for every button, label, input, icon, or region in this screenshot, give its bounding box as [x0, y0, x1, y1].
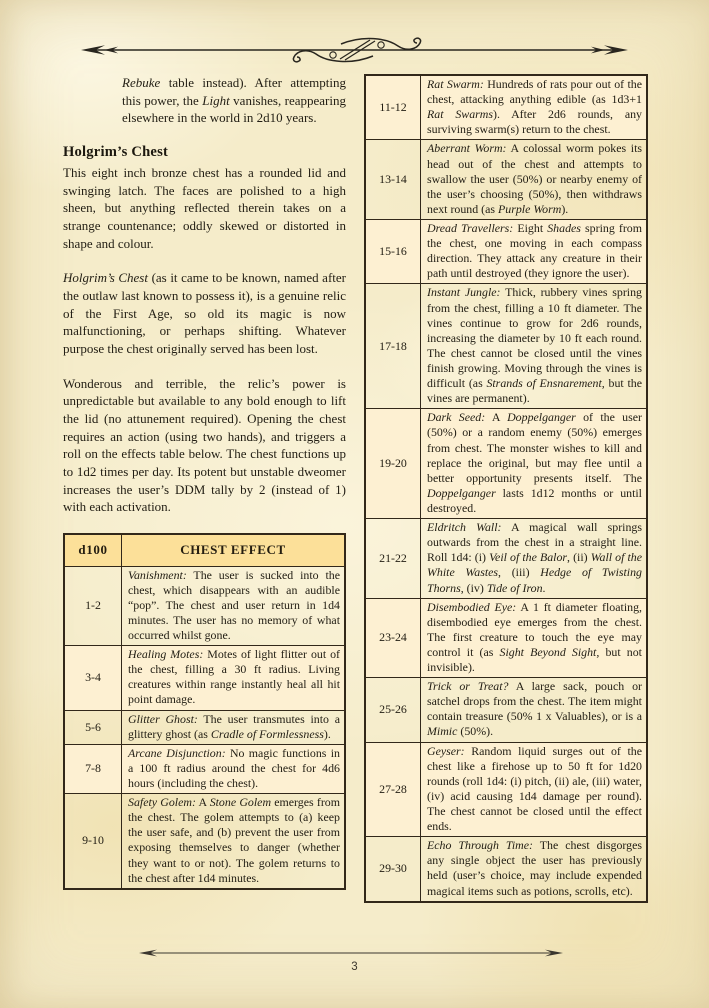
table-row: [64, 794, 345, 889]
effect-cell: Rat Swarm: Hundreds of rats pour out of the chest, attacking anything edible (as 1d3+1 Rat Swarms). After 2d6 rounds, any surviving swarm(s) return to the chest.: [421, 75, 648, 140]
dice-range-cell: 25-26: [365, 678, 421, 742]
dice-range-cell: 17-18: [365, 284, 421, 409]
effect-cell: Trick or Treat? A large sack, pouch or satchel drops from the chest. The item might contain treasure (50% 1 x Valuables), or is a Mimic (50%).: [421, 678, 648, 742]
bottom-divider-ornament: [139, 946, 563, 960]
dice-range-cell: 19-20: [365, 409, 421, 519]
table-row: [365, 219, 647, 283]
body-paragraph: Wonderous and terrible, the relic’s power is unpredictable but available to any bold enough to lift the lid (no attunement required). Opening the chest requires an action (using two hands), and triggers a roll on the effects table below. The chest functions up to 1d2 times per day. Its potent but unstable dweomer increases the user’s DDM tally by 2 (instead of 1) with each activation.: [63, 375, 346, 515]
effect-cell: Healing Motes: Motes of light flitter out of the chest, filling a 30 ft radius. Living creatures within range instantly heal all hit point damage.: [122, 646, 346, 710]
chest-effect-table-continued: [364, 74, 648, 903]
effect-cell: Disembodied Eye: A 1 ft diameter floating, disembodied eye emerges from the chest. The first creature to touch the eye may control it (as Sight Beyond Sight, but not invisible).: [421, 598, 648, 678]
page-number: 3: [351, 961, 358, 973]
divider-line-icon: [139, 946, 563, 960]
d100-column-header: d100: [64, 534, 122, 566]
table-header-row: [64, 534, 345, 566]
table-row: [64, 646, 345, 710]
table-row: [365, 837, 647, 902]
top-divider-ornament: [80, 35, 629, 65]
body-paragraph: Holgrim’s Chest (as it came to be known, named after the outlaw last known to possess it), is a genuine relic of the First Age, so old its magic is now malfunctioning, or perhaps shifting. Whatever purpose the chest originally served has been lost.: [63, 270, 346, 357]
dice-range-cell: 5-6: [64, 710, 122, 744]
effect-cell: Dread Travellers: Eight Shades spring from the chest, one moving in each compass direction. They attack any creature in their path until destroyed (they ignore the user).: [421, 219, 648, 283]
dice-range-cell: 7-8: [64, 744, 122, 793]
effect-cell: Arcane Disjunction: No magic functions in a 100 ft radius around the chest for 4d6 hours (including the chest).: [122, 744, 346, 793]
table-row: [365, 75, 647, 140]
effect-cell: Glitter Ghost: The user transmutes into a glittery ghost (as Cradle of Formlessness).: [122, 710, 346, 744]
dice-range-cell: 1-2: [64, 566, 122, 646]
dice-range-cell: 13-14: [365, 140, 421, 220]
left-column: [63, 74, 346, 903]
table-row: [365, 409, 647, 519]
table-row: [365, 140, 647, 220]
dice-range-cell: 29-30: [365, 837, 421, 902]
table-row: [365, 519, 647, 599]
effect-cell: Eldritch Wall: A magical wall springs outwards from the chest in a straight line. Roll 1d4: (i) Veil of the Balor, (ii) Wall of the White Wastes, (iii) Hedge of Twisting Thorns, (iv) Tide of Iron.: [421, 519, 648, 599]
body-paragraph: This eight inch bronze chest has a rounded lid and swinging latch. The faces are polished to a high sheen, but anything reflected therein takes on a strange countenance; oddly skewed or distorted in shape and colour.: [63, 165, 346, 251]
table-row: [365, 598, 647, 678]
effect-cell: Aberrant Worm: A colossal worm pokes its head out of the chest and attempts to swallow the user (50%) or nearby enemy of the user’s choosing (50%), then withdraws next round (as Purple Worm).: [421, 140, 648, 220]
continuation-paragraph: Rebuke table instead). After attempting this power, the Light vanishes, reappearing elsewhere in the world in 2d10 years.: [122, 75, 346, 126]
effect-cell: Instant Jungle: Thick, rubbery vines spring from the chest, filling a 10 ft diameter. The vines continue to grow for 2d6 rounds, increasing the diameter by 10 ft each round. The chest cannot be closed until the vines finish growing. Moving through the vines is difficult (as Strands of Ensnarement, but the vines are permanent).: [421, 284, 648, 409]
effect-cell: Echo Through Time: The chest disgorges any single object the user has previously held (user’s choice, may include expended magical items such as potions, scrolls, etc).: [421, 837, 648, 902]
chest-effect-column-header: CHEST EFFECT: [122, 534, 346, 566]
table-row: [365, 284, 647, 409]
dice-range-cell: 21-22: [365, 519, 421, 599]
dice-range-cell: 9-10: [64, 794, 122, 889]
chest-effect-table: [63, 533, 346, 890]
table-row: [64, 744, 345, 793]
section-heading: Holgrim’s Chest: [63, 144, 169, 161]
dice-range-cell: 3-4: [64, 646, 122, 710]
effect-cell: Dark Seed: A Doppelganger of the user (50%) or a random enemy (50%) emerges from chest. The monster wishes to kill and replace the original, but may flee until a better opportunity presents itself. The Doppelganger lasts 1d12 months or until destroyed.: [421, 409, 648, 519]
dice-range-cell: 15-16: [365, 219, 421, 283]
effect-cell: Safety Golem: A Stone Golem emerges from the chest. The golem attempts to (a) keep the user safe, and (b) prevent the user from exposing themselves to danger (whether they want to or not). The golem returns to the chest after 1d4 minutes.: [122, 794, 346, 889]
right-column: [364, 74, 648, 903]
table-row: [64, 710, 345, 744]
dice-range-cell: 27-28: [365, 742, 421, 837]
table-row: [365, 678, 647, 742]
table-row: [365, 742, 647, 837]
effect-cell: Geyser: Random liquid surges out of the chest like a firehose up to 50 ft for 1d20 rounds (roll 1d4: (i) pitch, (ii) ale, (iii) water, (iv) acid causing 1d4 damage per round). The chest cannot be closed until the effect ends.: [421, 742, 648, 837]
divider-flourish-icon: [80, 35, 629, 65]
effect-cell: Vanishment: The user is sucked into the chest, which disappears with an audible “pop”. The chest and user return in 1d4 minutes. The user has no memory of what occurred whilst gone.: [122, 566, 346, 646]
dice-range-cell: 11-12: [365, 75, 421, 140]
table-row: [64, 566, 345, 646]
two-column-layout: [63, 74, 648, 903]
dice-range-cell: 23-24: [365, 598, 421, 678]
